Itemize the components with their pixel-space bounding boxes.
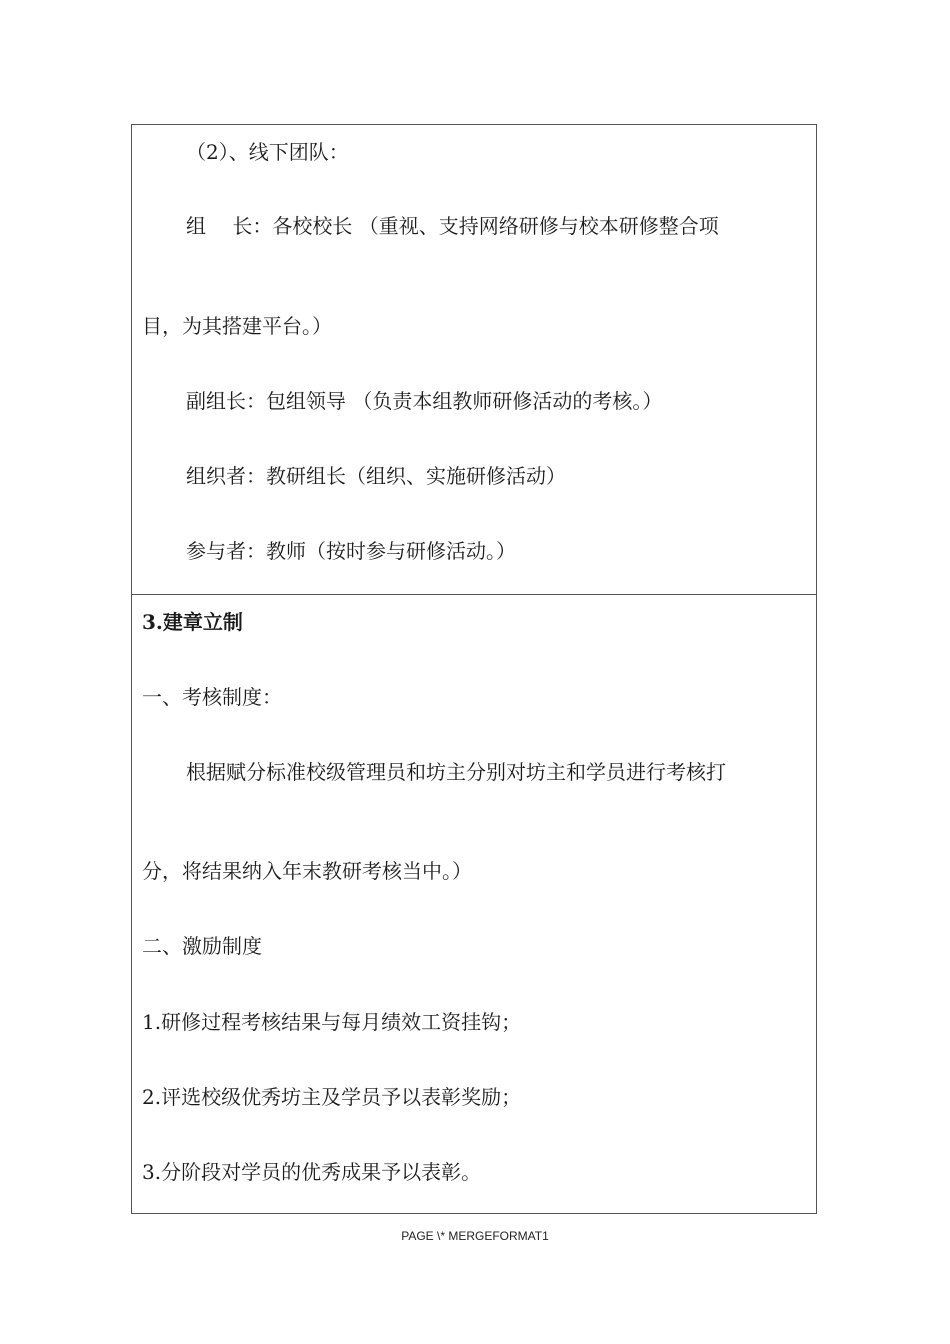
incentive-item: 3.分阶段对学员的优秀成果予以表彰。 [142, 1160, 482, 1184]
assessment-heading: 一、考核制度： [142, 685, 282, 709]
participant-line: 参与者：教师（按时参与研修活动。） [186, 539, 516, 563]
incentive-item: 2.评选校级优秀坊主及学员予以表彰奖励； [142, 1085, 522, 1109]
assessment-line-2: 分，将结果纳入年末教研考核当中。） [142, 859, 472, 883]
organizer-line: 组织者：教研组长（组织、实施研修活动） [186, 464, 566, 488]
section-title: 3.建章立制 [142, 610, 243, 634]
incentive-item: 1.研修过程考核结果与每月绩效工资挂钩； [142, 1010, 522, 1034]
document-table [131, 124, 817, 1214]
deputy-line: 副组长：包组领导 （负责本组教师研修活动的考核。） [186, 389, 663, 413]
incentive-heading: 二、激励制度 [142, 934, 262, 958]
page-footer: PAGE \* MERGEFORMAT1 [401, 1229, 549, 1243]
leader-line-2: 目，为其搭建平台。） [142, 314, 332, 338]
row-divider [131, 594, 817, 595]
assessment-line-1: 根据赋分标准校级管理员和坊主分别对坊主和学员进行考核打 [186, 760, 726, 784]
offline-team-heading: （2）、线下团队： [186, 140, 349, 164]
leader-line-1: 组 长：各校校长 （重视、支持网络研修与校本研修整合项 [186, 214, 719, 238]
